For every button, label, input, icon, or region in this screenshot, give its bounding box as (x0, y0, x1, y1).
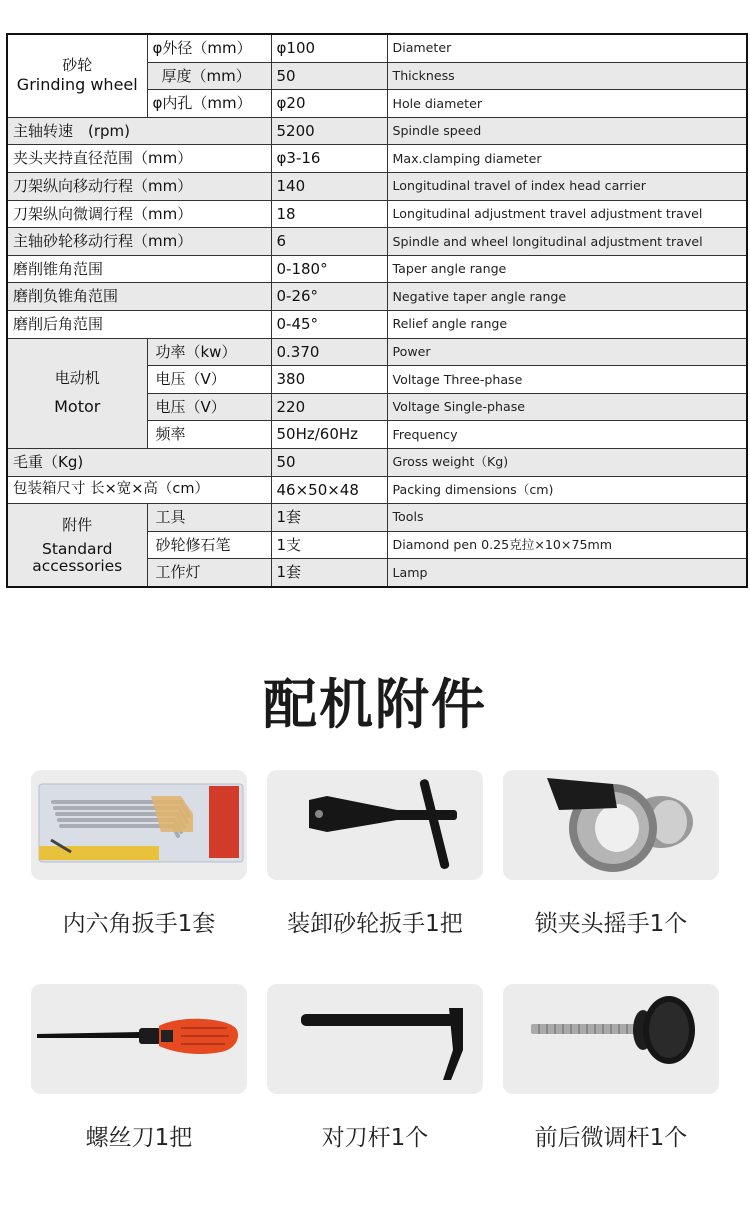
top-margin (0, 0, 750, 34)
group-label-en-2: accessories (32, 556, 123, 575)
value-cell: φ20 (271, 90, 387, 118)
value-cell: 220 (271, 393, 387, 421)
accessory-card-hex-keys (31, 770, 247, 880)
table-row (7, 117, 747, 145)
param-cell: 电压（V） (147, 393, 271, 421)
english-cell: Tools (387, 504, 747, 532)
accessory-caption-setting-bar: 对刀杆1个 (321, 1125, 429, 1151)
param-cell: 磨削锥角范围 (7, 255, 271, 283)
value-cell: 380 (271, 366, 387, 394)
english-cell: Longitudinal adjustment travel adjustment travel (387, 200, 747, 228)
value-cell: 1套 (271, 504, 387, 532)
value-cell: φ3-16 (271, 145, 387, 173)
param-cell: 功率（kw） (147, 338, 271, 366)
table-row (7, 504, 747, 532)
accessory-card-screwdriver (31, 984, 247, 1094)
english-cell: Packing dimensions（cm) (387, 476, 747, 504)
english-cell: Spindle speed (387, 117, 747, 145)
wheel-wrench-icon (267, 770, 483, 880)
table-row (7, 145, 747, 173)
english-cell: Diamond pen 0.25克拉×10×75mm (387, 531, 747, 559)
value-cell: 50 (271, 448, 387, 476)
hex-key-set-icon (31, 770, 247, 880)
english-cell: Negative taper angle range (387, 283, 747, 311)
english-cell: Hole diameter (387, 90, 747, 118)
value-cell: 0-180° (271, 255, 387, 283)
param-cell: 主轴转速 (rpm) (7, 117, 271, 145)
english-cell: Lamp (387, 559, 747, 587)
value-cell: 5200 (271, 117, 387, 145)
table-row (7, 310, 747, 338)
accessory-caption-hex-keys: 内六角扳手1套 (62, 911, 216, 937)
english-cell: Diameter (387, 34, 747, 62)
value-cell: 50Hz/60Hz (271, 421, 387, 449)
value-cell: 1套 (271, 559, 387, 587)
table-row (7, 228, 747, 256)
param-cell: 频率 (147, 421, 271, 449)
screwdriver-icon (31, 984, 247, 1094)
value-cell: 6 (271, 228, 387, 256)
spec-table (6, 33, 748, 588)
param-cell: 工作灯 (147, 559, 271, 587)
param-cell: 包装箱尺寸 长×宽×高（cm） (7, 476, 271, 504)
value-cell: 0.370 (271, 338, 387, 366)
table-row (7, 283, 747, 311)
param-cell: 刀架纵向移动行程（mm） (7, 172, 271, 200)
accessory-caption-fine-adjust: 前后微调杆1个 (534, 1125, 688, 1151)
english-cell: Longitudinal travel of index head carrier (387, 172, 747, 200)
accessory-card-fine-adjust (503, 984, 719, 1094)
accessories-title: 配机附件 (263, 673, 487, 736)
collet-crank-icon (503, 770, 719, 880)
group-label-zh: 砂轮 (62, 55, 93, 74)
group-label-zh: 电动机 (54, 369, 100, 388)
english-cell: Power (387, 338, 747, 366)
value-cell: 1支 (271, 531, 387, 559)
english-cell: Taper angle range (387, 255, 747, 283)
value-cell: φ100 (271, 34, 387, 62)
group-label-en: Motor (54, 396, 101, 416)
param-cell: 刀架纵向微调行程（mm） (7, 200, 271, 228)
group-accessories (7, 504, 147, 587)
accessory-caption-collet-crank: 锁夹头摇手1个 (534, 911, 688, 937)
param-cell: 磨削后角范围 (7, 310, 271, 338)
param-cell: 电压（V） (147, 366, 271, 394)
param-cell: φ内孔（mm） (147, 90, 271, 118)
param-cell: φ外径（mm） (147, 34, 271, 62)
english-cell: Frequency (387, 421, 747, 449)
english-cell: Gross weight（Kg) (387, 448, 747, 476)
value-cell: 0-26° (271, 283, 387, 311)
table-row (7, 200, 747, 228)
accessory-card-setting-bar (267, 984, 483, 1094)
value-cell: 0-45° (271, 310, 387, 338)
accessory-card-wheel-wrench (267, 770, 483, 880)
english-cell: Thickness (387, 62, 747, 90)
value-cell: 46×50×48 (271, 476, 387, 504)
accessory-caption-screwdriver: 螺丝刀1把 (85, 1125, 193, 1151)
group-label-zh: 附件 (62, 515, 93, 534)
table-row (7, 255, 747, 283)
group-grinding-wheel (7, 34, 147, 117)
param-cell: 工具 (147, 504, 271, 532)
table-row (7, 476, 747, 504)
param-cell: 砂轮修石笔 (147, 531, 271, 559)
param-cell: 厚度（mm） (147, 62, 271, 90)
english-cell: Max.clamping diameter (387, 145, 747, 173)
param-cell: 毛重（Kg) (7, 448, 271, 476)
english-cell: Voltage Single-phase (387, 393, 747, 421)
group-label-en-1: Standard (41, 540, 113, 559)
accessory-card-collet-crank (503, 770, 719, 880)
value-cell: 50 (271, 62, 387, 90)
param-cell: 夹头夹持直径范围（mm） (7, 145, 271, 173)
tool-setting-bar-icon (267, 984, 483, 1094)
english-cell: Spindle and wheel longitudinal adjustment travel (387, 228, 747, 256)
english-cell: Relief angle range (387, 310, 747, 338)
value-cell: 140 (271, 172, 387, 200)
param-cell: 主轴砂轮移动行程（mm） (7, 228, 271, 256)
table-row (7, 338, 747, 366)
table-row (7, 34, 747, 62)
group-label-en: Grinding wheel (16, 75, 138, 95)
value-cell: 18 (271, 200, 387, 228)
param-cell: 磨削负锥角范围 (7, 283, 271, 311)
fine-adjust-rod-icon (503, 984, 719, 1094)
table-row (7, 448, 747, 476)
accessory-caption-wheel-wrench: 装卸砂轮扳手1把 (287, 911, 463, 937)
group-motor (7, 338, 147, 448)
table-row (7, 172, 747, 200)
english-cell: Voltage Three-phase (387, 366, 747, 394)
